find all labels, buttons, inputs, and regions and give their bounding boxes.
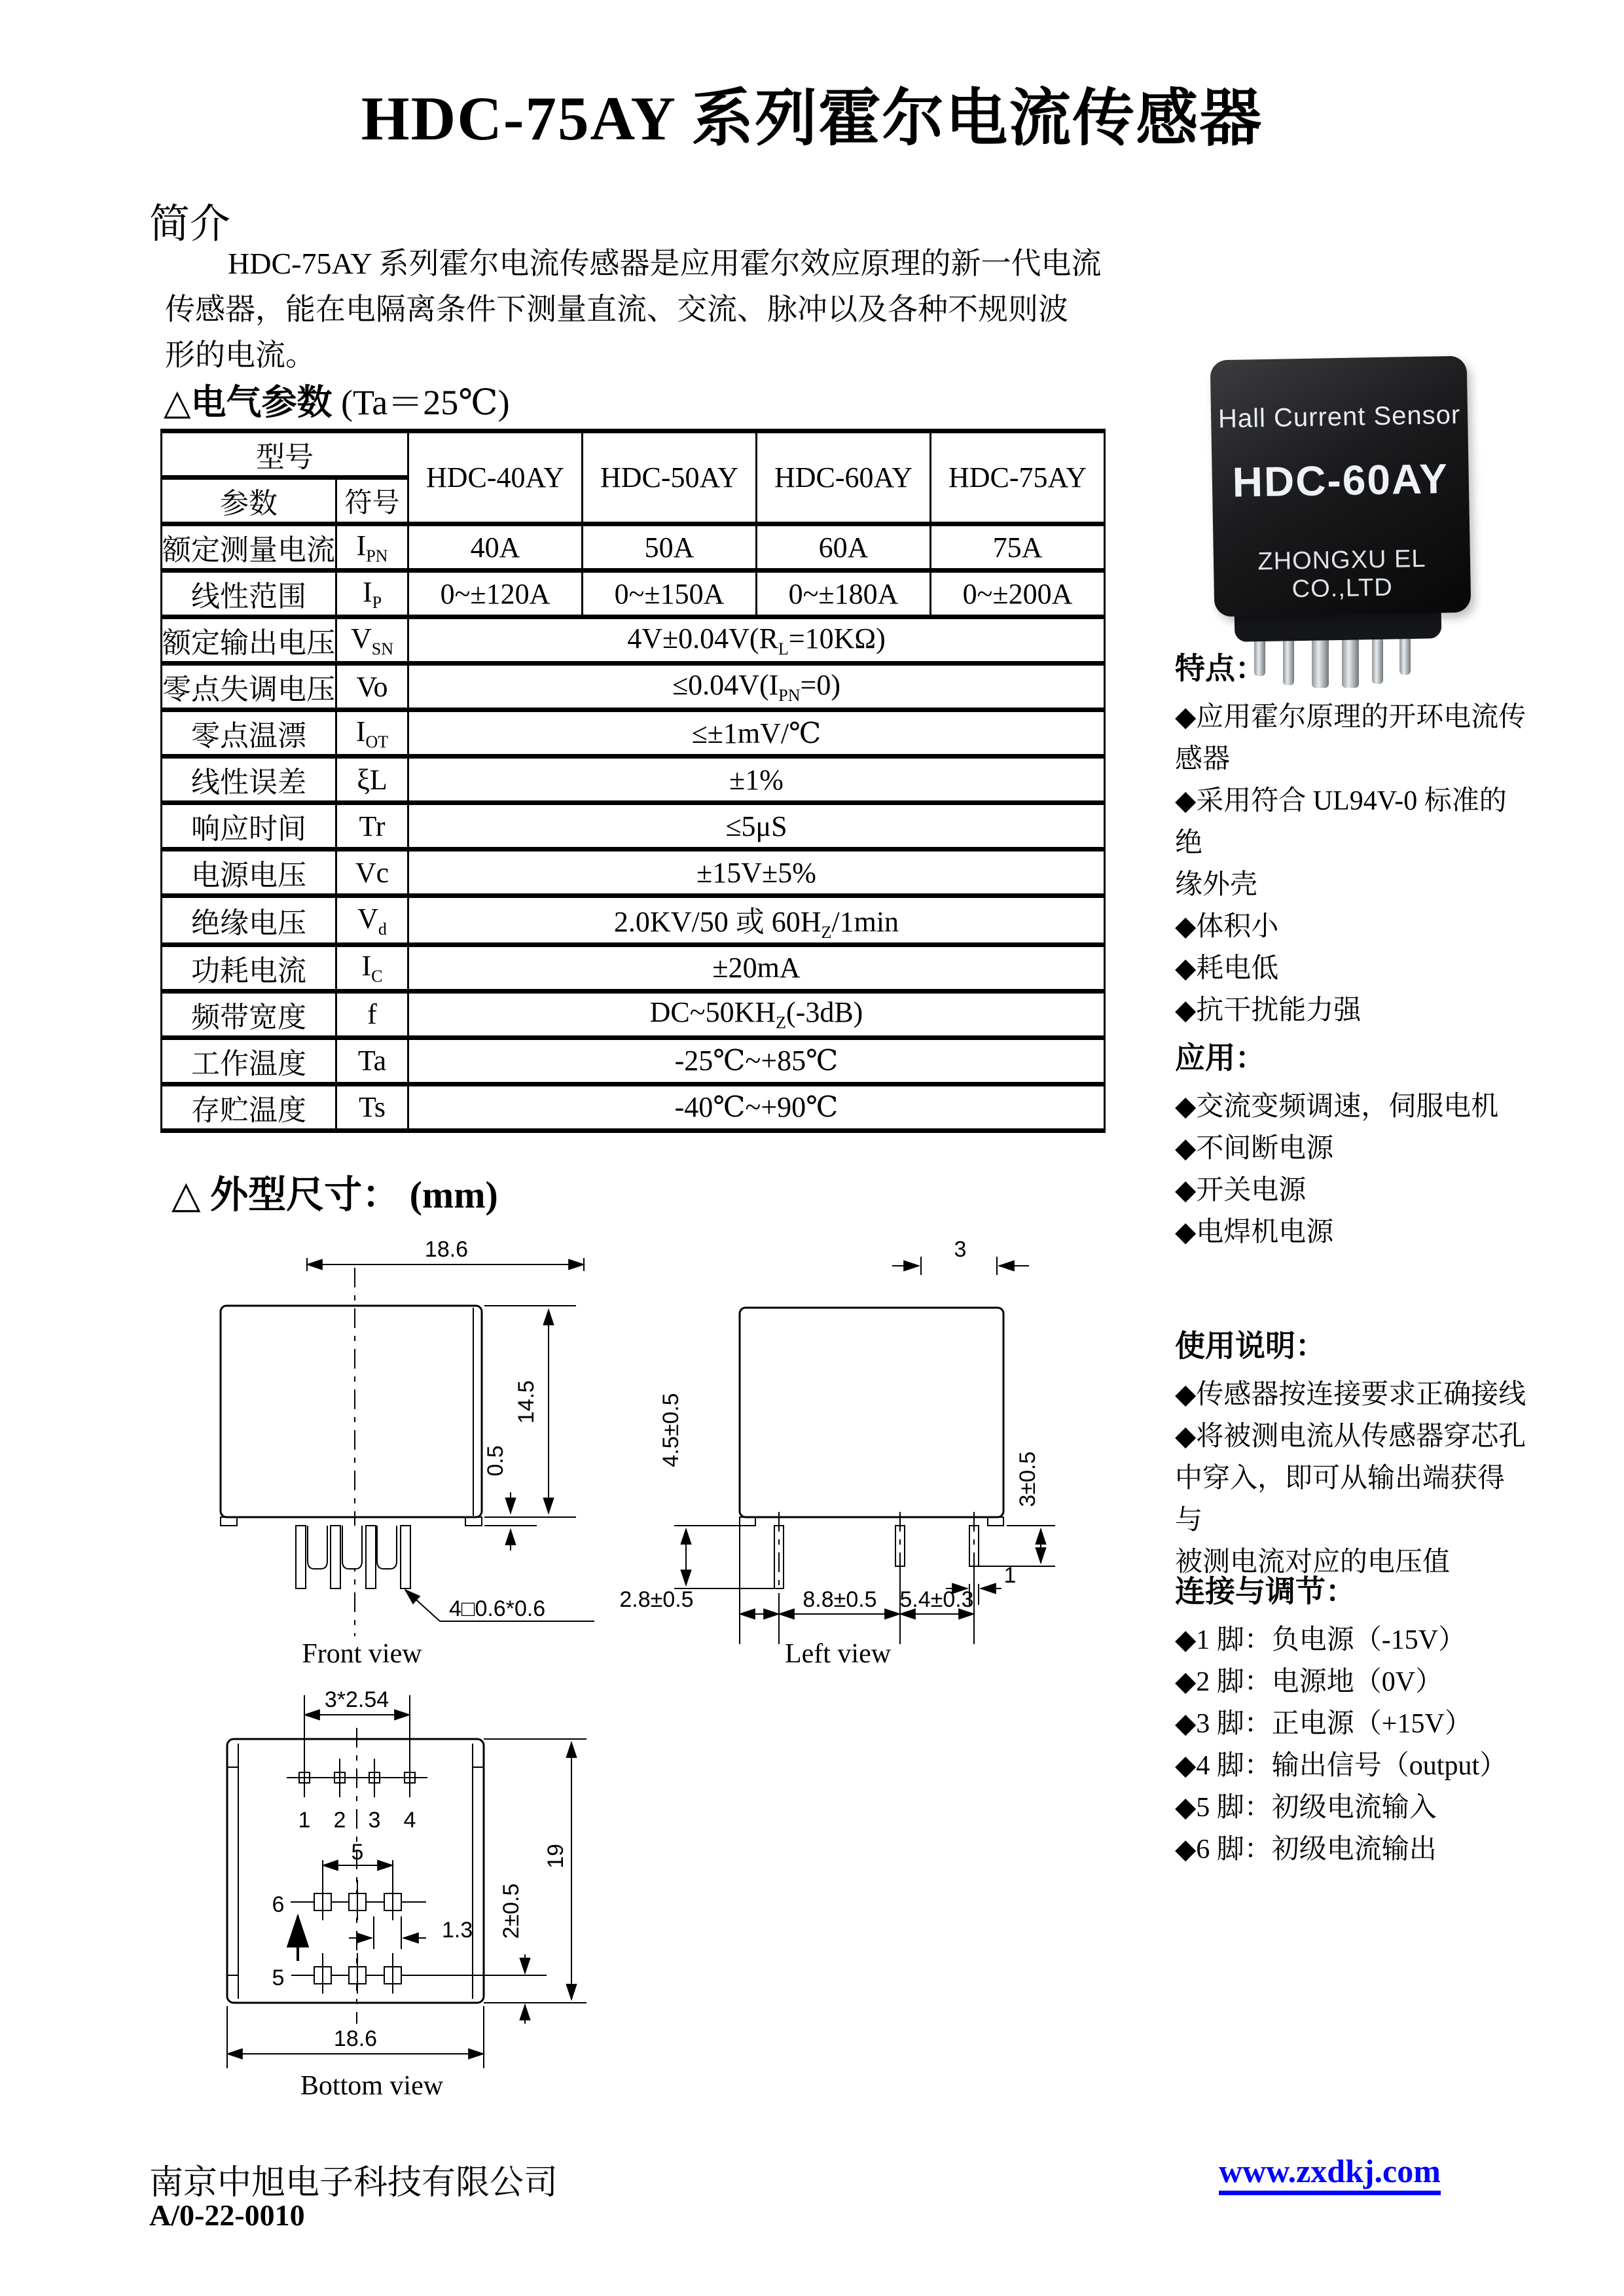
front-dim-standoff: 0.5 [483, 1445, 508, 1477]
table-row [162, 991, 1105, 1037]
list-item-line: ◆不间断电源 [1175, 1134, 1334, 1164]
table-row [162, 1084, 1105, 1130]
front-view-caption: Front view [302, 1639, 422, 1669]
value-cell-span: ±1% [408, 757, 1105, 803]
param-cell: 响应时间 [162, 803, 336, 850]
list-item [1175, 1170, 1532, 1211]
table-row [162, 710, 1105, 757]
bottom-row6-label: 6 [272, 1892, 285, 1917]
bottom-dim-mid: 5 [351, 1840, 364, 1865]
dimensions-heading-text: △ 外型尺寸： [171, 1174, 401, 1216]
symbol-cell: $I_P$ [336, 571, 408, 617]
value-cell: 50A [583, 524, 757, 571]
param-cell: 存贮温度 [162, 1084, 336, 1130]
symbol-cell: Tr [336, 803, 408, 850]
table-row [162, 571, 1105, 617]
website-link[interactable]: www.zxdkj.com [1219, 2153, 1441, 2195]
table-row [162, 617, 1105, 664]
param-cell: 线性范围 [162, 571, 336, 617]
footer-website [1219, 2152, 1441, 2190]
usage-section [1175, 1325, 1532, 1583]
left-view-caption: Left view [784, 1639, 892, 1669]
list-item-line: 感器 [1175, 744, 1231, 774]
list-item [1175, 1703, 1532, 1745]
value-cell-span: ±15V±5% [408, 850, 1105, 896]
symbol-cell: $V_d$ [336, 896, 408, 945]
params-heading-note: (Ta＝25℃) [332, 383, 510, 422]
applications-section [1175, 1037, 1532, 1253]
bottom-pin-number: 1 [298, 1808, 311, 1833]
list-item-line: ◆交流变频调速，伺服电机 [1175, 1092, 1499, 1122]
list-item [1175, 1128, 1532, 1170]
dimensions-heading-unit: (mm) [409, 1174, 498, 1216]
left-dim-pin-width: 1 [1003, 1563, 1017, 1588]
left-dim-side-left: 4.5±0.5 [659, 1393, 683, 1467]
table-row [162, 664, 1105, 710]
footer-doc-number: A/0-22-0010 [149, 2198, 305, 2232]
bottom-pin-number: 2 [333, 1808, 346, 1833]
list-item-line: ◆应用霍尔原理的开环电流传 [1175, 702, 1526, 732]
value-cell: 0~±180A [757, 571, 931, 617]
photo-case [1210, 356, 1471, 617]
value-cell: 75A [931, 524, 1105, 571]
intro-line: 传感器，能在电隔离条件下测量直流、交流、脉冲以及各种不规则波 [165, 293, 1068, 326]
symbol-cell: $V_{SN}$ [336, 617, 408, 664]
list-item [1175, 906, 1532, 948]
param-cell: 零点失调电压 [162, 664, 336, 710]
param-cell: 工作温度 [162, 1037, 336, 1084]
list-item [1175, 1619, 1532, 1661]
intro-line: 形的电流。 [165, 338, 316, 372]
list-item [1175, 696, 1532, 780]
features-list [1175, 696, 1532, 1031]
param-cell: 额定测量电流 [162, 524, 336, 571]
param-cell: 功耗电流 [162, 944, 336, 991]
table-row [162, 524, 1105, 571]
list-item-line: ◆体积小 [1175, 912, 1279, 942]
list-item-line: ◆抗干扰能力强 [1175, 996, 1362, 1026]
bottom-dim-top: 3*2.54 [324, 1687, 389, 1712]
list-item [1175, 948, 1532, 990]
model-header-cell: HDC-40AY [408, 431, 583, 524]
connection-section [1175, 1571, 1532, 1871]
bottom-dim-inner: 1.3 [442, 1918, 473, 1943]
list-item-line: ◆耗电低 [1175, 954, 1279, 984]
list-item [1175, 780, 1532, 906]
value-cell: 0~±150A [583, 571, 757, 617]
connection-heading: 连接与调节： [1175, 1575, 1356, 1608]
footer-company: 南京中旭电子科技有限公司 [149, 2164, 558, 2202]
features-section [1175, 648, 1532, 1031]
list-item-line: ◆4 脚：输出信号（output） [1175, 1751, 1507, 1781]
table-row [162, 803, 1105, 850]
list-item-line: ◆将被测电流从传感器穿芯孔 [1175, 1422, 1526, 1452]
left-view-drawing [615, 1230, 1087, 1682]
value-cell-span: $\le 0.04V(I_{PN}=0)$ [408, 664, 1105, 710]
model-header-cell: HDC-50AY [583, 431, 757, 524]
bottom-view-drawing [216, 1676, 609, 2108]
bottom-pin-number: 3 [368, 1808, 381, 1833]
model-header-cell: HDC-60AY [757, 431, 931, 524]
page-title: HDC-75AY 系列霍尔电流传感器 [361, 84, 1263, 153]
bottom-dim-right-big: 19 [543, 1844, 568, 1869]
intro-heading: 简介 [149, 202, 231, 247]
value-cell: 40A [408, 524, 583, 571]
list-item [1175, 990, 1532, 1031]
applications-heading: 应用： [1175, 1041, 1265, 1075]
list-item [1175, 1416, 1532, 1583]
value-cell-span: ≤5μS [408, 803, 1105, 850]
list-item [1175, 1211, 1532, 1253]
symbol-cell: $I_C$ [336, 944, 408, 991]
photo-label-type: Hall Current Sensor [1218, 400, 1461, 434]
value-cell-span: ±20mA [408, 944, 1105, 991]
left-dim-b3: 5.4±0.3 [899, 1587, 974, 1612]
list-item-line: ◆电焊机电源 [1175, 1217, 1334, 1247]
bottom-view-caption: Bottom view [300, 2071, 444, 2101]
param-cell: 绝缘电压 [162, 896, 336, 945]
value-cell: 60A [757, 524, 931, 571]
corner-cell-symbol: 符号 [336, 478, 408, 524]
table-row [162, 944, 1105, 991]
list-item [1175, 1661, 1532, 1703]
front-dim-height: 14.5 [514, 1380, 539, 1424]
symbol-cell: $I_{OT}$ [336, 710, 408, 757]
table-header-row [162, 431, 1105, 478]
left-dim-top: 3 [954, 1237, 967, 1262]
left-dim-b2: 8.8±0.5 [803, 1587, 877, 1612]
list-item-line: 缘外壳 [1175, 870, 1258, 900]
photo-label-model: HDC-60AY [1232, 455, 1449, 506]
param-cell: 线性误差 [162, 757, 336, 803]
value-cell-span: -40℃~+90℃ [408, 1084, 1105, 1130]
list-item-line: ◆采用符合 UL94V-0 标准的绝 [1175, 786, 1507, 858]
bottom-row5-label: 5 [272, 1965, 285, 1990]
value-cell-span: $4V\pm 0.04V(R_L=10K\Omega)$ [408, 617, 1105, 664]
applications-list [1175, 1086, 1532, 1253]
model-header-cell: HDC-75AY [931, 431, 1105, 524]
electrical-params-heading [164, 374, 510, 425]
list-item-line: ◆3 脚：正电源（+15V） [1175, 1709, 1472, 1739]
symbol-cell: Vc [336, 850, 408, 896]
value-cell: 0~±200A [931, 571, 1105, 617]
symbol-cell: Ta [336, 1037, 408, 1084]
left-dim-b1: 2.8±0.5 [619, 1587, 694, 1612]
corner-cell-model: 型号 [162, 431, 408, 478]
corner-cell-param: 参数 [162, 478, 336, 524]
param-cell: 零点温漂 [162, 710, 336, 757]
dimensions-heading [171, 1164, 498, 1219]
list-item-line: ◆5 脚：初级电流输入 [1175, 1793, 1437, 1823]
connection-list [1175, 1619, 1532, 1871]
value-cell: 0~±120A [408, 571, 583, 617]
list-item-line: 被测电流对应的电压值 [1175, 1547, 1451, 1577]
param-cell: 额定输出电压 [162, 617, 336, 664]
electrical-params-table [160, 429, 1106, 1133]
list-item [1175, 1374, 1532, 1416]
list-item-line: ◆传感器按连接要求正确接线 [1175, 1380, 1526, 1410]
table-row [162, 757, 1105, 803]
table-row [162, 850, 1105, 896]
bottom-dim-bottom: 18.6 [333, 2026, 378, 2051]
list-item-line: ◆2 脚：电源地（0V） [1175, 1667, 1443, 1697]
features-heading: 特点： [1175, 652, 1265, 685]
list-item-line: ◆6 脚：初级电流输出 [1175, 1835, 1437, 1865]
symbol-cell: Ts [336, 1084, 408, 1130]
value-cell-span: ≤±1mV/℃ [408, 710, 1105, 757]
bottom-pin-row-5 [314, 1953, 401, 1994]
bottom-pin-number: 4 [403, 1808, 416, 1833]
list-item-line: ◆1 脚：负电源（-15V） [1175, 1625, 1466, 1655]
product-photo [1203, 350, 1478, 671]
intro-line: HDC-75AY 系列霍尔电流传感器是应用霍尔效应原理的新一代电流 [228, 247, 1102, 280]
list-item [1175, 1829, 1532, 1871]
value-cell-span: -25℃~+85℃ [408, 1037, 1105, 1084]
intro-paragraph [165, 241, 1108, 378]
symbol-cell: $I_{PN}$ [336, 524, 408, 571]
table-row [162, 1037, 1105, 1084]
bottom-dim-right-small: 2±0.5 [499, 1883, 524, 1939]
list-item [1175, 1086, 1532, 1128]
list-item-line: 中穿入，即可从输出端获得与 [1175, 1463, 1506, 1535]
symbol-cell: Vo [336, 664, 408, 710]
front-dim-width: 18.6 [424, 1237, 469, 1262]
params-heading-text: △电气参数 [164, 383, 333, 422]
list-item-line: ◆开关电源 [1175, 1175, 1307, 1206]
front-view-drawing [209, 1230, 602, 1682]
photo-label-company: ZHONGXU EL CO.,LTD [1257, 545, 1426, 603]
value-cell-span: $DC\sim 50KH_Z(-3dB)$ [408, 991, 1105, 1037]
table-row [162, 896, 1105, 945]
list-item [1175, 1787, 1532, 1829]
symbol-cell: f [336, 991, 408, 1037]
param-cell: 电源电压 [162, 850, 336, 896]
usage-list [1175, 1374, 1532, 1583]
symbol-cell: ξL [336, 757, 408, 803]
param-cell: 频带宽度 [162, 991, 336, 1037]
usage-heading: 使用说明： [1175, 1329, 1326, 1363]
list-item [1175, 1745, 1532, 1787]
bottom-pin-row-6 [314, 1880, 401, 1920]
left-dim-side-right: 3±0.5 [1015, 1451, 1040, 1507]
value-cell-span: 2.0KV/50 或 $60H_Z/1\min$ [408, 896, 1105, 945]
front-pin-note: 4□0.6*0.6 [449, 1596, 546, 1621]
